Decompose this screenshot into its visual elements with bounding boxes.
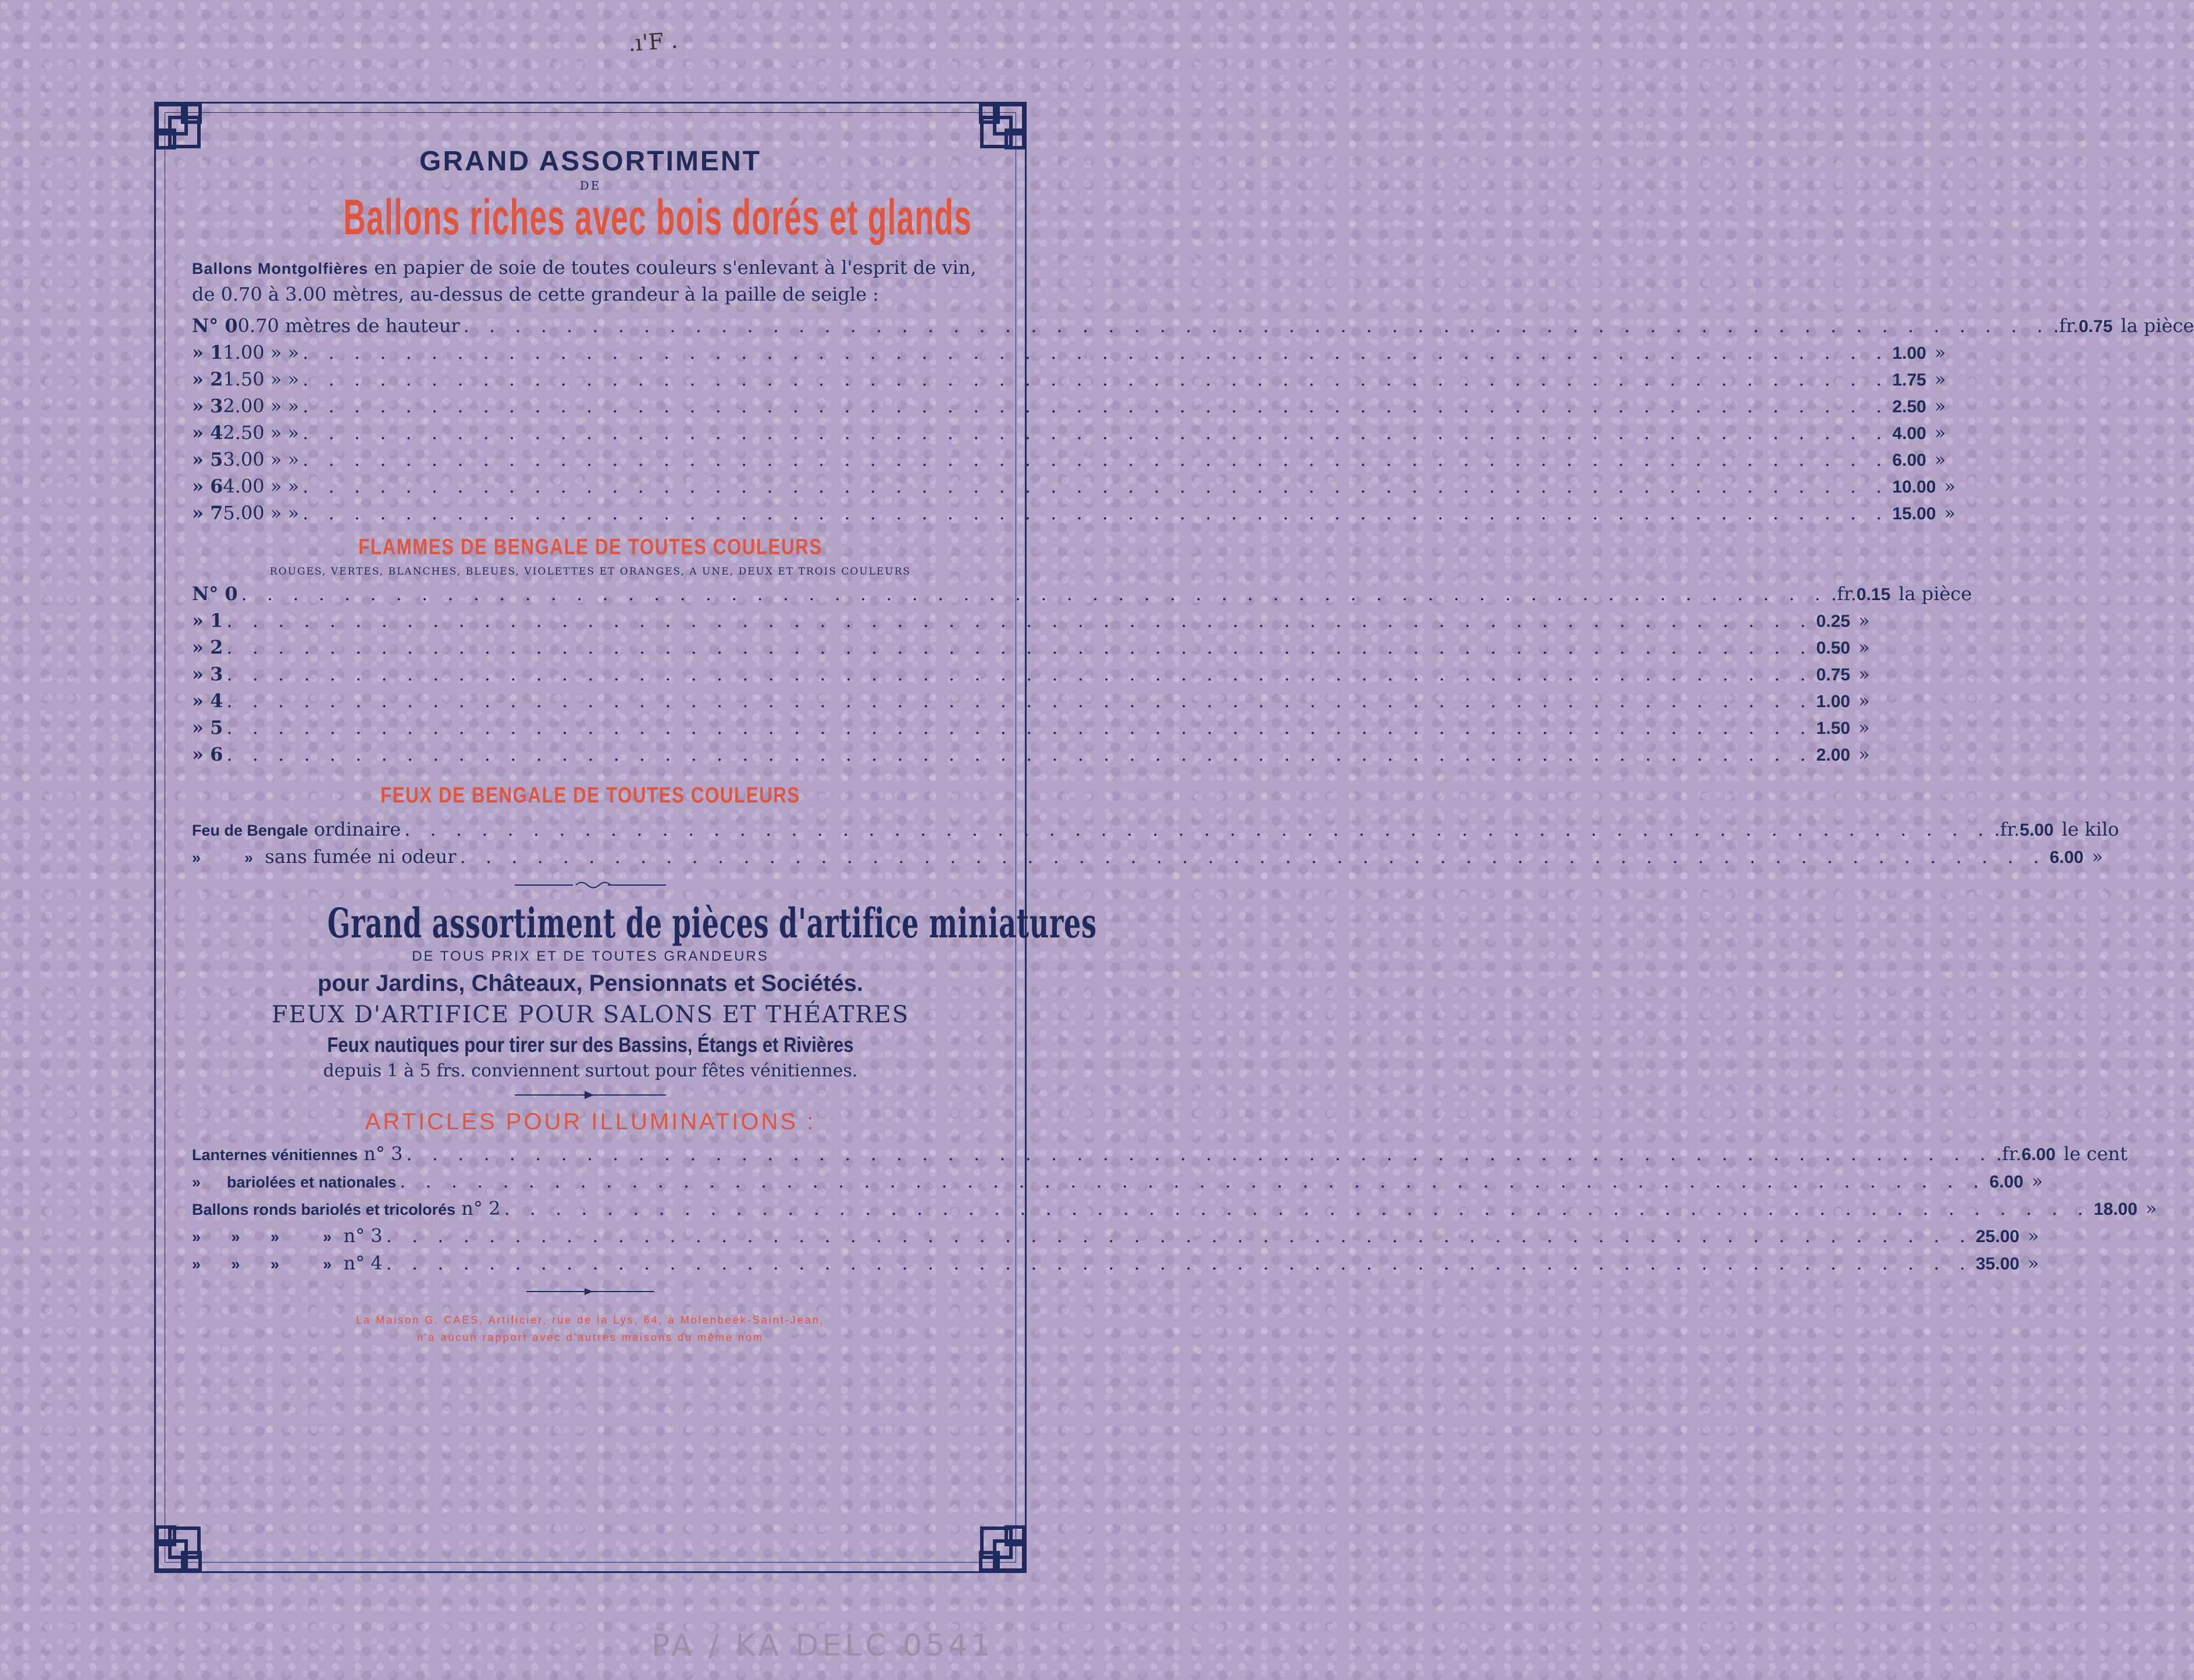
feux-price-list: [192, 816, 2120, 871]
item-price: 0.25: [1816, 612, 1850, 631]
item-unit: »: [2027, 1225, 2039, 1247]
balloon-price-list: [192, 313, 2194, 527]
item-number: » 4: [192, 422, 223, 444]
item-description: 4.00 » »: [223, 475, 300, 497]
item-label-bold: » » » »: [192, 1255, 332, 1273]
item-unit: »: [1934, 368, 1946, 390]
heading-ballons-riches: Ballons riches avec bois dorés et glands: [343, 190, 973, 245]
item-price: 0.75: [1816, 665, 1850, 684]
heading-grand-assortiment: GRAND ASSORTIMENT: [419, 146, 761, 177]
item-number: N° 0: [192, 583, 238, 605]
item-unit: la pièce: [1899, 583, 1972, 605]
separator-arrow: [192, 1089, 989, 1101]
flammes-subtitle: ROUGES, VERTES, BLANCHES, BLEUES, VIOLETTES ET ORANGES, A UNE, DEUX ET TROIS COULEURS: [269, 566, 911, 577]
balloon-row: [192, 340, 1946, 366]
item-price: 0.15: [1856, 585, 1891, 604]
item-price: 4.00: [1892, 424, 1926, 443]
leader-dots: . . . . . . . . . . . . . . . . . . . . . . . . . . . . . . . . . . . . . . . . . . . . . . . . . . . . . . . . . . . . . .: [460, 846, 2046, 868]
item-price: 2.00: [1816, 746, 1850, 765]
item-description: 3.00 » »: [223, 448, 300, 470]
item-number: » 2: [192, 636, 223, 658]
item-unit: »: [2092, 846, 2103, 868]
item-number: » 5: [192, 448, 223, 470]
item-price: 15.00: [1892, 504, 1936, 523]
item-unit: »: [1858, 636, 1870, 658]
illuminations-section: [192, 1109, 989, 1135]
leader-dots: . . . . . . . . . . . . . . . . . . . . . . . . . . . . . . . . . . . . . . . . . . . . . . . . . . . . . . . . . . . . . .: [386, 1225, 1972, 1247]
artifice-line-5: depuis 1 à 5 frs. conviennent surtout pour fêtes vénitiennes.: [323, 1061, 858, 1081]
balloon-row: [192, 393, 1946, 420]
separator-ornament: [192, 879, 989, 891]
heading-de: DE: [579, 179, 601, 192]
leader-dots: . . . . . . . . . . . . . . . . . . . . . . . . . . . . . . . . . . . . . . . . . . . . . . . . . . . . . . . . . . . . . .: [302, 341, 1889, 363]
leader-dots: . . . . . . . . . . . . . . . . . . . . . . . . . . . . . . . . . . . . . . . . . . . . . . . . . . . . . . . . . . . . . .: [302, 448, 1889, 470]
item-label: sans fumée ni odeur: [253, 846, 457, 868]
item-description: 0.70 mètres de hauteur: [237, 315, 460, 337]
leader-dots: . . . . . . . . . . . . . . . . . . . . . . . . . . . . . . . . . . . . . . . . . . . . . . . . . . . . . . . . . . . . . .: [404, 818, 1991, 840]
item-description: 5.00 » »: [223, 502, 300, 524]
leader-dots: . . . . . . . . . . . . . . . . . . . . . . . . . . . . . . . . . . . . . . . . . . . . . . . . . . . . . . . . . . . . . .: [226, 663, 1813, 685]
item-label-bold: Feu de Bengale: [192, 822, 308, 839]
illumination-row: [192, 1168, 2043, 1196]
balloon-row: [192, 500, 1956, 527]
balloon-row: [192, 473, 1956, 500]
item-number: » 6: [192, 475, 223, 497]
leader-dots: . . . . . . . . . . . . . . . . . . . . . . . . . . . . . . . . . . . . . . . . . . . . . . . . . . . . . . . . . . . . . .: [226, 716, 1813, 739]
item-label-bold: » » » »: [192, 1228, 332, 1246]
item-number: » 4: [192, 690, 223, 712]
item-unit: »: [2145, 1197, 2157, 1219]
artifice-section: [192, 899, 1097, 1081]
balloon-row: [192, 447, 1946, 473]
item-number: N° 0: [192, 315, 238, 337]
item-number: » 1: [192, 341, 223, 363]
item-unit: »: [1858, 716, 1870, 739]
item-price: 10.00: [1892, 477, 1936, 497]
item-label: ordinaire: [308, 818, 401, 840]
item-number: » 3: [192, 395, 223, 417]
flamme-row: [192, 634, 1870, 661]
item-price: 6.00: [2021, 1145, 2056, 1164]
item-price: 2.50: [1892, 397, 1926, 416]
balloon-row: [192, 420, 1946, 447]
leader-dots: . . . . . . . . . . . . . . . . . . . . . . . . . . . . . . . . . . . . . . . . . . . . . . . . . . . . . . . . . . . . . .: [302, 422, 1889, 444]
item-price: 0.50: [1816, 639, 1850, 658]
feux-section: [192, 783, 989, 808]
top-mark: .ı'F .: [627, 27, 679, 56]
artifice-title: Grand assortiment de pièces d'artifice miniatures: [327, 899, 1097, 947]
footer-line-1: La Maison G. CAES, Artificier, rue de la Lys, 64, à Molenbeek-Saint-Jean,: [356, 1314, 825, 1326]
item-unit: »: [1944, 502, 1956, 524]
item-price: 1.50: [1816, 719, 1850, 738]
item-unit: »: [1858, 690, 1870, 712]
artifice-line-4: Feux nautiques pour tirer sur des Bassins, Étangs et Rivières: [327, 1033, 854, 1057]
flamme-row: [192, 688, 1870, 715]
leader-dots: . . . . . . . . . . . . . . . . . . . . . . . . . . . . . . . . . . . . . . . . . . . . . . . . . . . . . . . . . . . . . .: [400, 1170, 1986, 1192]
item-price: 35.00: [1975, 1254, 2020, 1274]
leader-dots: . . . . . . . . . . . . . . . . . . . . . . . . . . . . . . . . . . . . . . . . . . . . . . . . . . . . . . . . . . . . . .: [241, 583, 1828, 605]
leader-dots: . . . . . . . . . . . . . . . . . . . . . . . . . . . . . . . . . . . . . . . . . . . . . . . . . . . . . . . . . . . . . .: [226, 743, 1813, 765]
item-number: » 3: [192, 663, 223, 685]
item-unit: »: [1858, 743, 1870, 765]
leader-dots: . . . . . . . . . . . . . . . . . . . . . . . . . . . . . . . . . . . . . . . . . . . . . . . . . . . . . . . . . . . . . .: [226, 690, 1813, 712]
corner-ornament-bottom-right: [947, 1493, 1028, 1575]
item-price: 1.00: [1816, 692, 1850, 711]
item-price: 6.00: [2049, 848, 2084, 867]
catalog-content: [192, 134, 2194, 1346]
item-label-bold: » bariolées et nationales: [192, 1173, 397, 1191]
feu-row: [192, 816, 2120, 844]
flamme-row: [192, 715, 1870, 741]
item-number: » 2: [192, 368, 223, 390]
currency: .fr.: [1830, 583, 1857, 605]
leader-dots: . . . . . . . . . . . . . . . . . . . . . . . . . . . . . . . . . . . . . . . . . . . . . . . . . . . . . . . . . . . . . .: [302, 368, 1889, 390]
item-unit: »: [2027, 1252, 2039, 1274]
intro-paragraph: [192, 255, 989, 307]
leader-dots: . . . . . . . . . . . . . . . . . . . . . . . . . . . . . . . . . . . . . . . . . . . . . . . . . . . . . . . . . . . . . .: [406, 1143, 1993, 1165]
leader-dots: . . . . . . . . . . . . . . . . . . . . . . . . . . . . . . . . . . . . . . . . . . . . . . . . . . . . . . . . . . . . . .: [226, 636, 1813, 658]
item-price: 6.00: [1989, 1172, 2024, 1192]
item-unit: »: [2031, 1170, 2043, 1192]
artifice-line-1: DE TOUS PRIX ET DE TOUTES GRANDEURS: [412, 948, 769, 964]
illumination-row: [192, 1196, 2157, 1223]
footer-notice: [192, 1311, 989, 1346]
item-label-bold: Ballons ronds bariolés et tricolorés: [192, 1201, 456, 1218]
item-price: 6.00: [1892, 451, 1926, 470]
illumination-row: [192, 1250, 2039, 1278]
illuminations-price-list: [192, 1141, 2157, 1278]
separator-arrow-2: [192, 1286, 989, 1297]
corner-ornament-bottom-left: [152, 1493, 234, 1575]
item-label-bold: » »: [192, 849, 254, 866]
flammes-section: [192, 535, 989, 577]
item-label: n° 4: [332, 1252, 383, 1274]
item-price: 0.75: [2078, 317, 2113, 336]
leader-dots: . . . . . . . . . . . . . . . . . . . . . . . . . . . . . . . . . . . . . . . . . . . . . . . . . . . . . . . . . . . . . .: [302, 475, 1889, 497]
item-number: » 7: [192, 502, 223, 524]
item-unit: »: [1944, 475, 1956, 497]
item-unit: »: [1934, 448, 1946, 470]
item-unit: »: [1934, 341, 1946, 363]
item-price: 18.00: [2093, 1200, 2138, 1219]
item-unit: la pièce: [2121, 315, 2194, 337]
currency: .fr.: [1996, 1143, 2022, 1165]
item-description: 1.50 » »: [223, 368, 300, 390]
leader-dots: . . . . . . . . . . . . . . . . . . . . . . . . . . . . . . . . . . . . . . . . . . . . . . . . . . . . . . . . . . . . . .: [386, 1252, 1972, 1274]
balloon-row: [192, 366, 1946, 393]
item-description: 1.00 » »: [223, 341, 300, 363]
leader-dots: . . . . . . . . . . . . . . . . . . . . . . . . . . . . . . . . . . . . . . . . . . . . . . . . . . . . . . . . . . . . . .: [226, 609, 1813, 632]
item-price: 1.00: [1892, 344, 1926, 363]
flamme-row: [192, 661, 1870, 688]
item-unit: le cent: [2063, 1143, 2128, 1165]
item-price: 1.75: [1892, 370, 1926, 390]
illumination-row: [192, 1141, 2128, 1168]
flammes-title: FLAMMES DE BENGALE DE TOUTES COULEURS: [358, 535, 822, 559]
item-label: n° 3: [358, 1143, 403, 1165]
item-number: » 5: [192, 716, 223, 739]
leader-dots: . . . . . . . . . . . . . . . . . . . . . . . . . . . . . . . . . . . . . . . . . . . . . . . . . . . . . . . . . . . . . .: [302, 395, 1889, 417]
artifice-line-2: pour Jardins, Châteaux, Pensionnats et Sociétés.: [317, 971, 864, 996]
currency: .fr.: [2053, 315, 2079, 337]
item-label: n° 2: [455, 1197, 501, 1219]
illuminations-title: ARTICLES POUR ILLUMINATIONS :: [365, 1109, 816, 1135]
flamme-row: [192, 741, 1870, 768]
item-unit: »: [1858, 663, 1870, 685]
leader-dots: . . . . . . . . . . . . . . . . . . . . . . . . . . . . . . . . . . . . . . . . . . . . . . . . . . . . . . . . . . . . . .: [302, 502, 1889, 524]
feux-title: FEUX DE BENGALE DE TOUTES COULEURS: [380, 783, 800, 808]
item-unit: »: [1934, 395, 1946, 417]
item-unit: »: [1858, 609, 1870, 632]
item-price: 25.00: [1975, 1227, 2020, 1246]
intro-bold: Ballons Montgolfières: [192, 260, 369, 277]
artifice-line-3: FEUX D'ARTIFICE POUR SALONS ET THÉATRES: [271, 1001, 910, 1028]
archive-stamp: PA / KA DELC 0541: [651, 1628, 994, 1663]
illumination-row: [192, 1223, 2039, 1250]
item-description: 2.00 » »: [223, 395, 300, 417]
item-description: 2.50 » »: [223, 422, 300, 444]
item-label: n° 3: [332, 1225, 383, 1247]
leader-dots: . . . . . . . . . . . . . . . . . . . . . . . . . . . . . . . . . . . . . . . . . . . . . . . . . . . . . . . . . . . . . .: [463, 315, 2050, 337]
flammes-price-list: [192, 581, 1972, 768]
item-number: » 1: [192, 609, 223, 632]
balloon-row: [192, 313, 2194, 340]
item-unit: le kilo: [2061, 818, 2120, 840]
flamme-row: [192, 608, 1870, 634]
footer-line-2: n'a aucun rapport avec d'autres maisons du même nom: [416, 1332, 764, 1343]
currency: .fr.: [1994, 818, 2020, 840]
intro-text: en papier de soie de toutes couleurs s'enlevant à l'esprit de vin, de 0.70 à 3.00 mètres, au-dessus de cette grandeur à la paille de seigle :: [192, 256, 977, 305]
item-label-bold: Lanternes vénitiennes: [192, 1146, 358, 1164]
flamme-row: [192, 581, 1972, 608]
feu-row: [192, 844, 2103, 871]
item-price: 5.00: [2020, 821, 2054, 840]
item-number: » 6: [192, 743, 223, 765]
leader-dots: . . . . . . . . . . . . . . . . . . . . . . . . . . . . . . . . . . . . . . . . . . . . . . . . . . . . . . . . . . . . . .: [504, 1197, 2090, 1219]
item-unit: »: [1934, 422, 1946, 444]
